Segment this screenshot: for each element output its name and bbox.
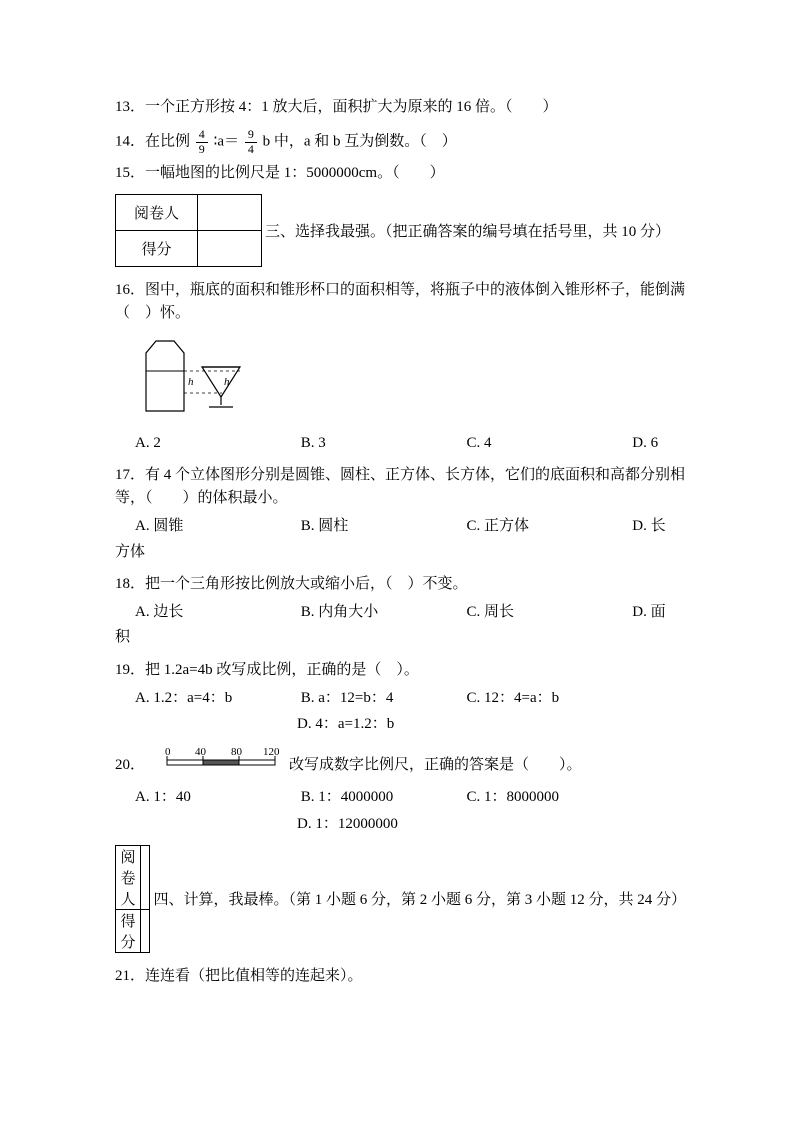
option-b: B. a：12=b：4 (300, 689, 394, 706)
q17-options (115, 515, 686, 538)
q17-option-d-overflow: 方体 (115, 543, 146, 560)
fraction-denominator: 9 (198, 142, 205, 157)
option-b: B. 1：4000000 (300, 789, 394, 806)
option-d: D. 长 (632, 518, 666, 535)
q20-number: 20． (115, 757, 146, 774)
h-label-bottle: h (188, 375, 194, 388)
option-b: B. 圆柱 (300, 518, 349, 535)
option-c: C. 12：4=a：b (466, 689, 560, 706)
scale-ruler-figure (163, 745, 283, 775)
question-20 (115, 745, 715, 777)
bottle-cone-drawing (140, 335, 258, 417)
grader-blank-cell (198, 195, 262, 231)
question-21: 21．连连看（把比值相等的连起来）。 (115, 967, 363, 984)
option-a: A. 圆锥 (135, 518, 184, 535)
fraction-4-9 (196, 128, 208, 157)
fraction-numerator: 4 (196, 128, 208, 143)
q20-text: 改写成数字比例尺，正确的答案是（ ）。 (289, 757, 582, 774)
question-15: 15．一幅地图的比例尺是 1：5000000cm。（ ） (115, 164, 445, 181)
option-b: B. 3 (300, 434, 326, 451)
section-3-header (115, 194, 686, 267)
section-4-header (115, 845, 686, 953)
option-c: C. 1：8000000 (466, 789, 560, 806)
question-18: 18．把一个三角形按比例放大或缩小后，（ ）不变。 (115, 575, 468, 592)
option-a: A. 1：40 (135, 789, 191, 806)
section-3-title: 三、选择我最强。（把正确答案的编号填在括号里，共 10 分） (265, 224, 671, 241)
ruler-tick-120: 120 (263, 746, 280, 759)
q20-options-line1 (115, 786, 686, 809)
grader-blank-cell (140, 845, 150, 909)
option-c: C. 正方体 (466, 518, 530, 535)
q18-option-d-overflow: 积 (115, 629, 131, 646)
ruler-tick-0: 0 (165, 746, 171, 759)
option-c: C. 周长 (466, 604, 515, 621)
question-17: 17．有 4 个立体图形分别是圆锥、圆柱、正方体、长方体，它们的底面积和高都分别相等，（ ）的体积最小。 (115, 466, 686, 507)
option-b: B. 内角大小 (300, 604, 379, 621)
ruler-tick-40: 40 (195, 746, 207, 759)
grader-score-box (115, 845, 150, 953)
q16-options (115, 432, 686, 455)
grader-label: 阅卷人 (116, 845, 141, 909)
score-blank-cell (198, 231, 262, 267)
option-a: A. 2 (135, 434, 161, 451)
q14-prefix: 14．在比例 (115, 133, 191, 150)
score-label: 得分 (116, 231, 198, 267)
section-4-title: 四、计算，我最棒。（第 1 小题 6 分，第 2 小题 6 分，第 3 小题 12 分，共 24 分） (153, 892, 686, 909)
question-16: 16．图中，瓶底的面积和锥形杯口的面积相等，将瓶子中的液体倒入锥形杯子，能倒满（ ）怀。 (115, 282, 686, 322)
fraction-denominator: 4 (247, 142, 254, 157)
fraction-9-4 (245, 128, 257, 157)
option-c: C. 4 (466, 434, 492, 451)
option-d: D. 面 (632, 604, 666, 621)
option-d: D. 1：12000000 (297, 815, 398, 832)
question-14 (115, 128, 685, 157)
fraction-numerator: 9 (245, 128, 257, 143)
q19-options-line2 (115, 713, 686, 736)
q14-suffix: b 中，a 和 b 互为倒数。（ ） (262, 133, 457, 150)
grader-score-box (115, 194, 262, 267)
score-blank-cell (140, 909, 150, 952)
bottle-cone-figure (140, 335, 686, 422)
question-13: 13．一个正方形按 4：1 放大后，面积扩大为原来的 16 倍。（ ） (115, 99, 558, 115)
question-19: 19．把 1.2a=4b 改写成比例，正确的是（ ）。 (115, 661, 419, 678)
grader-label: 阅卷人 (116, 195, 198, 231)
q14-middle: ∶a＝ (213, 133, 240, 150)
q19-options-line1 (115, 687, 686, 710)
option-a: A. 1.2：a=4：b (135, 689, 233, 706)
ruler-tick-80: 80 (231, 746, 243, 759)
option-d: D. 6 (632, 434, 659, 451)
h-label-cone: h (224, 375, 230, 388)
q18-options (115, 601, 686, 624)
q20-options-line2 (115, 813, 686, 836)
option-a: A. 边长 (135, 604, 184, 621)
score-label: 得分 (116, 909, 141, 952)
option-d: D. 4：a=1.2：b (297, 716, 395, 733)
